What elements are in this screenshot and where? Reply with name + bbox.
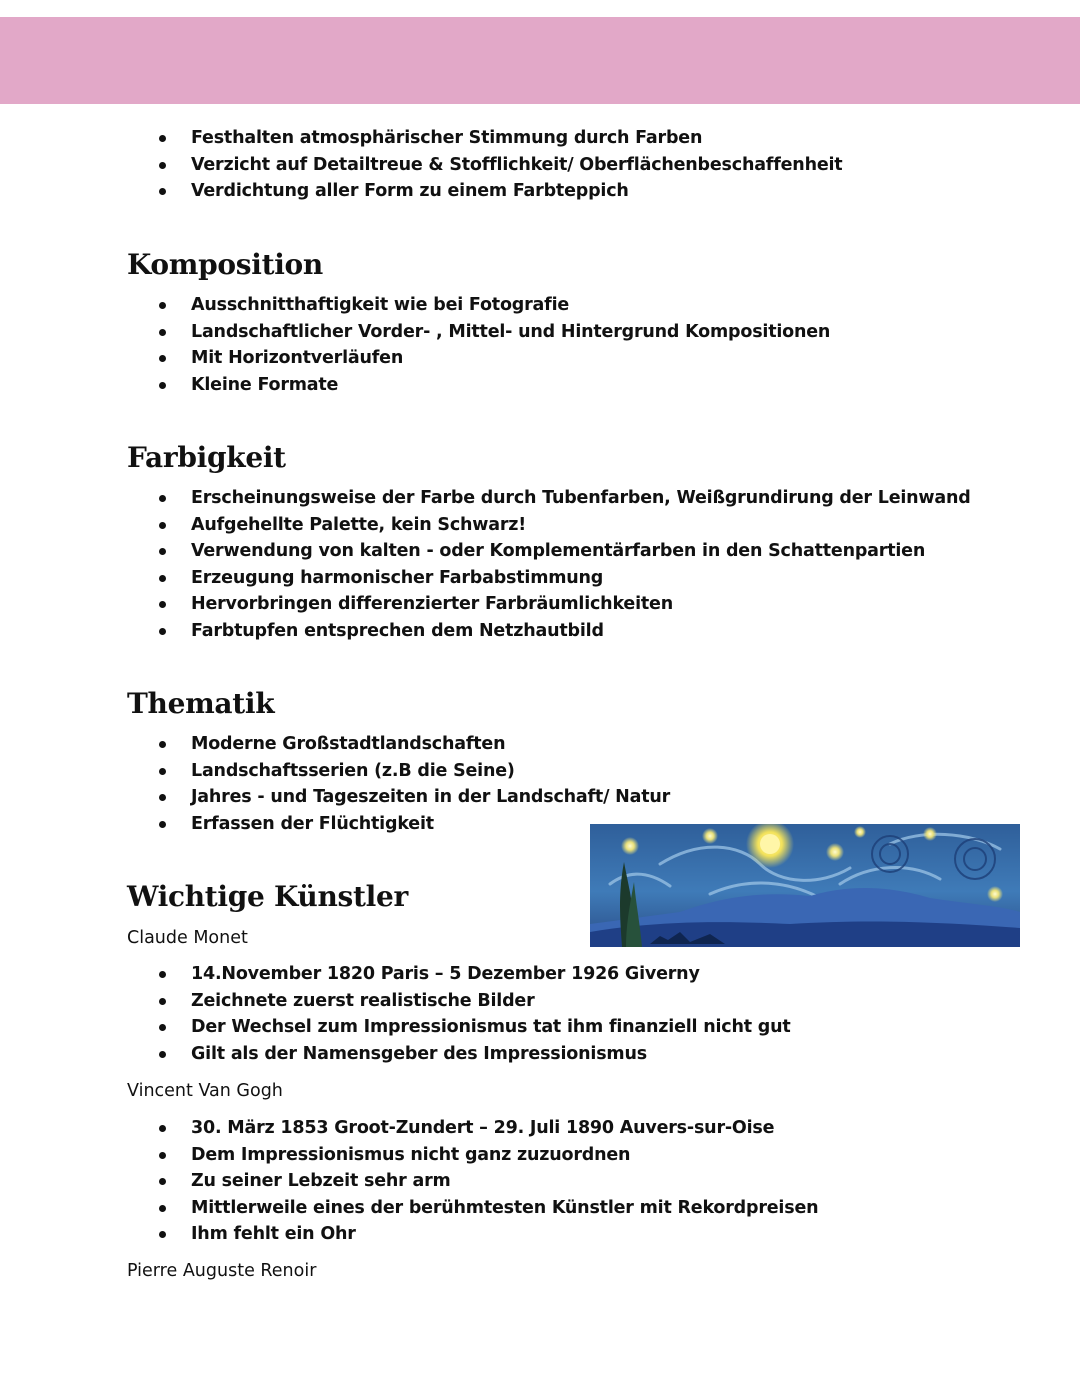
heading-komposition: Komposition xyxy=(127,248,323,281)
list-item: Hervorbringen differenzierter Farbräumlichkeiten xyxy=(0,591,971,618)
list-item: Kleine Formate xyxy=(0,372,830,399)
list-item: Dem Impressionismus nicht ganz zuzuordnen xyxy=(0,1142,818,1169)
list-item: Der Wechsel zum Impressionismus tat ihm finanziell nicht gut xyxy=(0,1014,791,1041)
list-item: 30. März 1853 Groot-Zundert – 29. Juli 1890 Auvers-sur-Oise xyxy=(0,1115,818,1142)
list-item: Verwendung von kalten - oder Komplementärfarben in den Schattenpartien xyxy=(0,538,971,565)
list-item: Jahres - und Tageszeiten in der Landschaft/ Natur xyxy=(0,784,670,811)
heading-thematik: Thematik xyxy=(127,687,275,720)
starry-night-painting xyxy=(590,824,1020,947)
artist-name-monet: Claude Monet xyxy=(127,928,248,948)
list-item: Verzicht auf Detailtreue & Stofflichkeit/ Oberflächenbeschaffenheit xyxy=(0,152,842,179)
intro-list xyxy=(0,125,842,205)
list-item: Erfassen der Flüchtigkeit xyxy=(0,811,670,838)
list-item: Ausschnitthaftigkeit wie bei Fotografie xyxy=(0,292,830,319)
list-item: Ihm fehlt ein Ohr xyxy=(0,1221,818,1248)
list-item: Mit Horizontverläufen xyxy=(0,345,830,372)
list-item: Zu seiner Lebzeit sehr arm xyxy=(0,1168,818,1195)
list-item: Mittlerweile eines der berühmtesten Künstler mit Rekordpreisen xyxy=(0,1195,818,1222)
list-item: Verdichtung aller Form zu einem Farbteppich xyxy=(0,178,842,205)
list-item: Zeichnete zuerst realistische Bilder xyxy=(0,988,791,1015)
thematik-list xyxy=(0,731,670,837)
komposition-list xyxy=(0,292,830,398)
list-item: Erscheinungsweise der Farbe durch Tubenfarben, Weißgrundirung der Leinwand xyxy=(0,485,971,512)
heading-farbigkeit: Farbigkeit xyxy=(127,441,286,474)
list-item: Landschaftlicher Vorder- , Mittel- und Hintergrund Kompositionen xyxy=(0,319,830,346)
list-item: 14.November 1820 Paris – 5 Dezember 1926 Giverny xyxy=(0,961,791,988)
artist-name-van-gogh: Vincent Van Gogh xyxy=(127,1081,283,1101)
monet-list xyxy=(0,961,791,1067)
header-band xyxy=(0,17,1080,104)
list-item: Landschaftsserien (z.B die Seine) xyxy=(0,758,670,785)
list-item: Moderne Großstadtlandschaften xyxy=(0,731,670,758)
list-item: Festhalten atmosphärischer Stimmung durch Farben xyxy=(0,125,842,152)
van-gogh-list xyxy=(0,1115,818,1248)
list-item: Erzeugung harmonischer Farbabstimmung xyxy=(0,565,971,592)
heading-wichtige-kuenstler: Wichtige Künstler xyxy=(127,880,408,913)
list-item: Gilt als der Namensgeber des Impressionismus xyxy=(0,1041,791,1068)
list-item: Farbtupfen entsprechen dem Netzhautbild xyxy=(0,618,971,645)
farbigkeit-list xyxy=(0,485,971,645)
list-item: Aufgehellte Palette, kein Schwarz! xyxy=(0,512,971,539)
artist-name-renoir: Pierre Auguste Renoir xyxy=(127,1261,317,1281)
